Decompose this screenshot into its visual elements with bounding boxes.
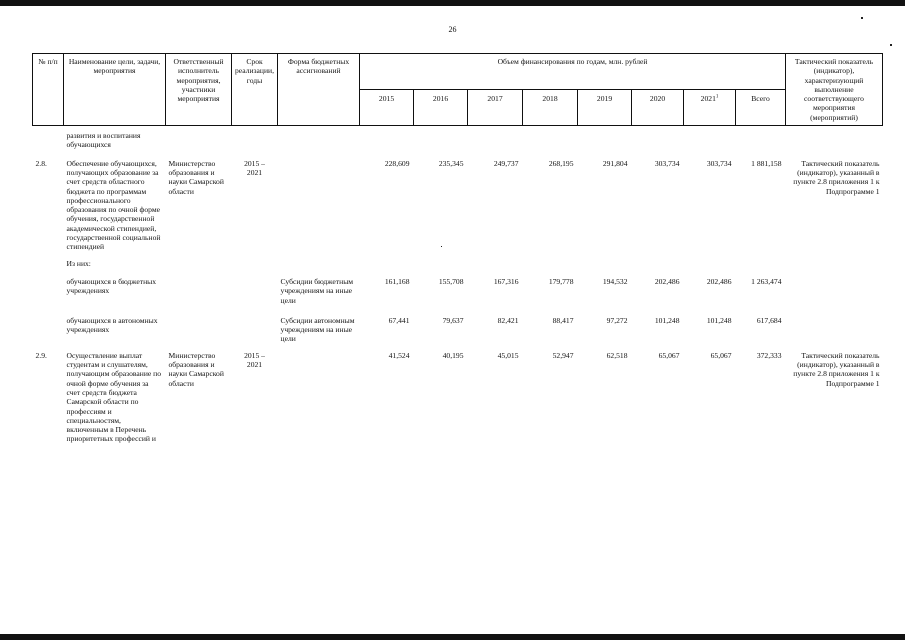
bottom-border-rule xyxy=(0,634,905,640)
row-indicator: Тактический показатель (индикатор), указанный в пункте 2.8 приложения 1 к Подпрограмме 1 xyxy=(793,158,880,196)
row-value: 65,067 xyxy=(658,350,680,360)
table-row xyxy=(33,308,883,347)
row-value: 202,486 xyxy=(706,276,732,286)
row-total: 1 881,158 xyxy=(751,158,782,168)
row-name: обучающихся в автономных учреждениях xyxy=(66,315,158,335)
row-term: 2015 – 2021 xyxy=(244,158,265,177)
row-value: 155,708 xyxy=(438,276,464,286)
header-year: 2017 xyxy=(468,90,523,126)
row-form: Субсидии автономным учреждениям на иные цели xyxy=(280,315,355,344)
header-year: 2021$^1$ xyxy=(684,90,736,126)
row-form xyxy=(278,347,360,447)
row-value: 45,015 xyxy=(497,350,519,360)
row-number: 2.8. xyxy=(35,158,47,168)
row-value: 303,734 xyxy=(706,158,732,168)
row-value: 291,804 xyxy=(602,158,628,168)
header-year: 2019 xyxy=(578,90,632,126)
row-name: Осуществление выплат студентам и слушателям, получающим образование по очной форме обучения за счет средств бюджета Самарской области по профессиям и специальностям, включенным в Перечень приоритетных профессий и xyxy=(66,350,162,444)
header-year: 2016 xyxy=(414,90,468,126)
header-year: 2018 xyxy=(523,90,578,126)
row-value: 268,195 xyxy=(548,158,574,168)
row-indicator: Тактический показатель (индикатор), указанный в пункте 2.8 приложения 1 к Подпрограмме 1 xyxy=(793,350,880,388)
row-value: 67,441 xyxy=(388,315,410,325)
continuation-text: развития и воспитания обучающихся xyxy=(66,131,141,150)
row-value: 235,345 xyxy=(438,158,464,168)
row-value: 202,486 xyxy=(654,276,680,286)
header-form: Форма бюджетных ассигнований xyxy=(278,54,360,126)
header-indicator: Тактический показатель (индикатор), характеризующий выполнение соответствующего мероприятия (мероприятий) xyxy=(786,54,883,126)
table-body xyxy=(33,126,883,447)
row-total: 617,684 xyxy=(756,315,782,325)
table-row xyxy=(33,126,883,153)
row-executor: Министерство образования и науки Самарской области xyxy=(168,350,224,388)
row-value: 79,637 xyxy=(442,315,464,325)
row-term: 2015 – 2021 xyxy=(244,350,265,370)
row-value: 249,737 xyxy=(493,158,519,168)
scan-speck xyxy=(861,17,863,19)
row-value: 62,518 xyxy=(606,350,628,360)
row-value: 88,417 xyxy=(552,315,574,325)
row-form: Субсидии бюджетным учреждениям на иные цели xyxy=(280,276,354,305)
row-value: 167,316 xyxy=(493,276,519,286)
table-row xyxy=(33,255,883,271)
header-total: Всего xyxy=(736,90,786,126)
page-number: 26 xyxy=(448,25,457,34)
row-name: обучающихся в бюджетных учреждениях xyxy=(66,276,157,296)
row-value: 52,947 xyxy=(552,350,574,360)
row-value: 179,778 xyxy=(548,276,574,286)
row-value: 40,195 xyxy=(442,350,464,360)
row-value: 228,609 xyxy=(384,158,410,168)
row-total: 1 263,474 xyxy=(751,276,782,286)
header-executor: Ответственный исполнитель мероприятия, участники мероприятия xyxy=(166,54,232,126)
top-border-rule xyxy=(0,0,905,6)
row-value: 303,734 xyxy=(654,158,680,168)
row-number: 2.9. xyxy=(35,350,47,360)
table-header xyxy=(33,54,883,126)
header-funding: Объем финансирования по годам, млн. рублей xyxy=(360,54,786,90)
row-value: 161,168 xyxy=(384,276,410,286)
table-row xyxy=(33,153,883,255)
row-value: 101,248 xyxy=(654,315,680,325)
header-year: 2020 xyxy=(632,90,684,126)
header-term: Срок реализации, годы xyxy=(232,54,278,126)
row-value: 41,524 xyxy=(388,350,410,360)
financing-table xyxy=(32,53,883,447)
row-form xyxy=(278,153,360,255)
row-value: 194,532 xyxy=(602,276,628,286)
row-total: 372,333 xyxy=(756,350,782,360)
header-year: 2015 xyxy=(360,90,414,126)
row-value: 65,067 xyxy=(710,350,732,360)
table-row xyxy=(33,347,883,447)
table-row xyxy=(33,271,883,308)
row-executor: Министерство образования и науки Самарской области xyxy=(168,158,224,196)
row-name: Обеспечение обучающихся, получающих образование за счет средств областного бюджета по программам профессионального образования по очной форме обучения, государственной академической стипендией, государственной социальной стипендией xyxy=(66,158,161,252)
row-value: 82,421 xyxy=(497,315,519,325)
row-value: 101,248 xyxy=(706,315,732,325)
header-name: Наименование цели, задачи, мероприятия xyxy=(64,54,166,126)
subgroup-label: Из них: xyxy=(66,258,91,268)
scan-speck xyxy=(890,44,892,46)
header-number: № п/п xyxy=(33,54,64,126)
row-value: 97,272 xyxy=(606,315,628,325)
